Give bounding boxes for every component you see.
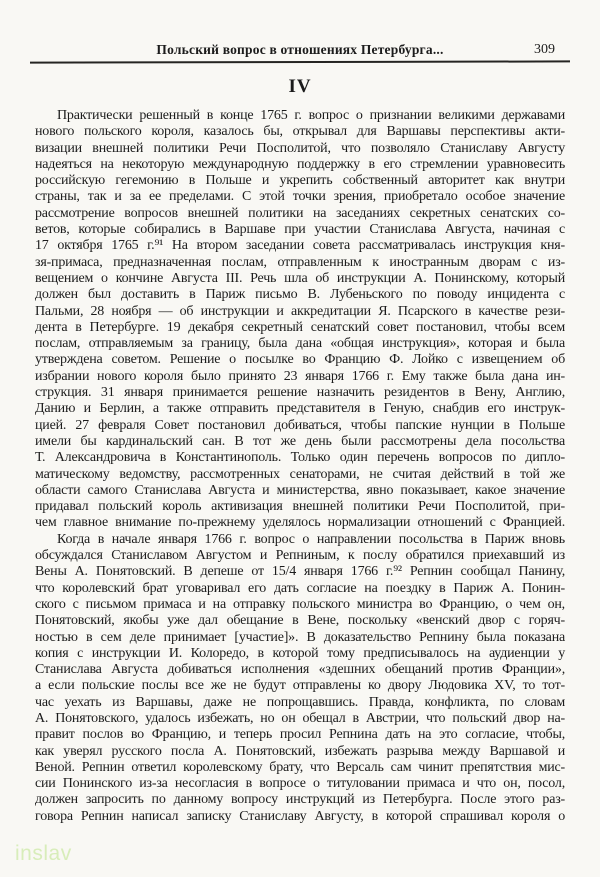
text-line: ветов, которые собирались в Варшаве при участии Станислава Августа, начиная с — [35, 222, 565, 238]
text-line: визации внешней политики Речи Посполитой, что позволяло Станиславу Августу — [35, 140, 565, 156]
text-line: придавал польский король активизация внешней политики Речи Посполитой, при- — [35, 499, 565, 515]
text-line: Понятовский, якобы уже дал обещание в Вене, поскольку «венский двор с горяч- — [35, 613, 565, 629]
text-line: цией. 27 февраля Совет постановил добиваться, чтобы папские нунции в Польше — [35, 417, 565, 433]
text-line: час уехать из Варшавы, даже не попрощавшись. Правда, конфликта, по словам — [35, 694, 565, 710]
text-line: 17 октября 1765 г.⁹¹ На втором заседании совета рассматривалась инструкция кня- — [35, 238, 565, 254]
text-line: копия с инструкции И. Колоредо, в которой тому предписывалось на аудиенции у — [35, 645, 565, 661]
text-line: обсуждался Станиславом Августом и Репниным, к послу обратился приехавший из — [35, 548, 565, 564]
watermark: inslav — [15, 842, 72, 865]
text-line: области самого Станислава Августа и министерства, явно показывает, какое значение — [35, 482, 565, 498]
text-line: рассмотрение вопросов внешней политики на заседаниях секретных сенатских со- — [35, 205, 565, 221]
text-line: избрании нового короля было принято 23 января 1766 г. Ему также была дана ин- — [35, 368, 565, 384]
text-line: утверждена советом. Решение о посылке во Францию Ф. Лойко с извещением об — [35, 352, 565, 368]
text-line: надеяться на некоторую международную поддержку в его стремлении уравновесить — [35, 156, 565, 172]
text-line: а если польские послы все же не будут отправлены ко двору Людовика XV, то тот- — [35, 678, 565, 694]
text-line: послам, отправляемым за границу, была дана «общая инструкция», которая и была — [35, 336, 565, 352]
page-number: 309 — [534, 42, 555, 57]
text-line: А. Понятовского, удалось избежать, но он обещал в Австрии, что польский двор на- — [35, 710, 565, 726]
text-line: как уверял русского посла А. Понятовский, избежать разрыва между Варшавой и — [35, 743, 565, 759]
text-line: Т. Александровича в Константинополь. Только один перечень вопросов по дипло- — [35, 450, 565, 466]
text-line: сии Понинского из-за несогласия в вопросе о титуловании примаса и что он, посол, — [35, 776, 565, 792]
page-header — [35, 42, 565, 60]
running-title: Польский вопрос в отношениях Петербурга... — [156, 42, 444, 57]
text-line: Когда в начале января 1766 г. вопрос о направлении посольства в Париж вновь — [57, 531, 565, 547]
text-line: что королевский брат уговаривал его дать согласие на поездку в Париж А. Понин- — [35, 580, 565, 596]
text-line: Пальми, 28 ноября — об инструкции и аккредитации Я. Псарского в качестве рези- — [35, 303, 565, 319]
text-line: зя-примаса, предназначенная послам, отправленным к иностранным дворам с из- — [35, 254, 565, 270]
text-line: Практически решенный в конце 1765 г. вопрос о признании великими державами — [57, 108, 565, 123]
text-line: страны, так и за ее пределами. С этой точки зрения, приобретало особое значение — [35, 189, 565, 205]
text-line: Веной. Репнин ответил королевскому брату, что Версаль сам чинит препятствия мис- — [35, 759, 565, 775]
text-line: Данию и Берлин, а также отправить представителя в Геную, снабдив его инструк- — [35, 401, 565, 417]
text-line: правит послов во Францию, и теперь просил Репнина дать на это согласие, чтобы, — [35, 727, 565, 743]
text-line: должен запросить по данному вопросу инструкций из Петербурга. После этого раз- — [35, 792, 565, 808]
text-line: чем главное внимание по-прежнему уделялось нормализации отношений с Францией. — [35, 515, 565, 531]
header-rule — [30, 60, 570, 63]
text-line: российскую гегемонию в Польше и укрепить собственный авторитет как внутри — [35, 173, 565, 189]
text-line: струкция. 31 января принимается решение назначить резидентов в Вену, Англию, — [35, 385, 565, 401]
text-line: Станислава Августа добиваться исполнения «здешних обещаний против Франции», — [35, 662, 565, 678]
text-line: дента в Петербурге. 19 декабря секретный сенатский совет постановил, чтобы всем — [35, 319, 565, 335]
text-line: нового польского короля, казалось бы, открывал для Варшавы перспективы акти- — [35, 124, 565, 140]
paragraph — [35, 108, 565, 532]
text-line: говора Репнин написал записку Станиславу Августу, в которой спрашивал короля о — [35, 808, 565, 824]
text-line: вещением о кончине Августа III. Речь шла об инструкции А. Понинскому, который — [35, 270, 565, 286]
text-line: матическому ведомству, рассмотренных сенаторами, не считая действий в той же — [35, 466, 565, 482]
text-line: Вены А. Понятовский. В депеше от 15/4 января 1766 г.⁹² Репнин сообщал Панину, — [35, 564, 565, 580]
body-text — [35, 108, 565, 825]
paragraph — [35, 532, 565, 825]
text-line: ского с письмом примаса и на отправку польского министра во Францию, о чем он, — [35, 596, 565, 612]
section-heading: IV — [288, 76, 312, 97]
text-line: имели бы кардинальский сан. В тот же день были рассмотрены дела посольства — [35, 433, 565, 449]
text-line: должен был доставить в Париж письмо В. Лубеньского по поводу инцидента с — [35, 287, 565, 303]
text-line: ностью в сем деле принимает [участие]». В доказательство Репнину была показана — [35, 629, 565, 645]
